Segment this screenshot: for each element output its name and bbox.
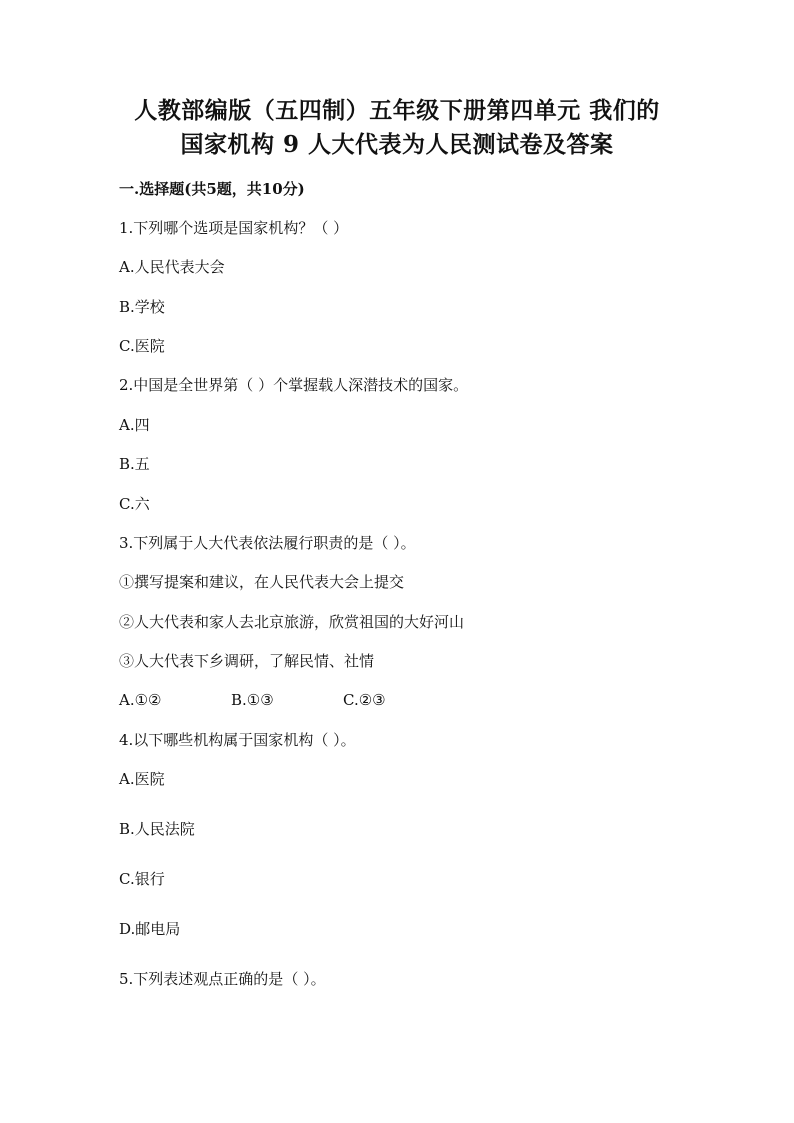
question-3-option-b: B.①③ xyxy=(231,691,274,709)
question-1-option-c: C.医院 xyxy=(119,337,165,355)
question-4-stem: 4.以下哪些机构属于国家机构（ ）。 xyxy=(119,731,356,749)
question-1-stem: 1.下列哪个选项是国家机构？（ ） xyxy=(119,219,349,237)
question-2-option-b: B.五 xyxy=(119,455,150,473)
question-3-statement-3: ③人大代表下乡调研，了解民情、社情 xyxy=(119,652,375,670)
question-1-option-b: B.学校 xyxy=(119,298,165,316)
question-3-option-a: A.①② xyxy=(119,691,162,709)
question-3-option-c: C.②③ xyxy=(343,691,386,709)
question-4-option-a: A.医院 xyxy=(119,770,165,788)
question-3-stem: 3.下列属于人大代表依法履行职责的是（ ）。 xyxy=(119,534,416,552)
question-3-statement-2: ②人大代表和家人去北京旅游，欣赏祖国的大好河山 xyxy=(119,613,465,631)
question-3-options-row xyxy=(119,689,386,711)
section-heading: 一.选择题(共5题，共10分) xyxy=(119,180,305,198)
document-title-line-2: 国家机构 9 人大代表为人民测试卷及答案 xyxy=(180,131,614,158)
question-3-statement-1: ①撰写提案和建议，在人民代表大会上提交 xyxy=(119,573,405,591)
question-2-option-c: C.六 xyxy=(119,495,150,513)
question-2-option-a: A.四 xyxy=(119,416,150,434)
question-2-stem: 2.中国是全世界第（ ）个掌握载人深潜技术的国家。 xyxy=(119,376,469,394)
question-1-option-a: A.人民代表大会 xyxy=(119,258,225,276)
document-title-line-1: 人教部编版（五四制）五年级下册第四单元 我们的 xyxy=(134,97,660,124)
question-4-option-b: B.人民法院 xyxy=(119,820,195,838)
question-4-option-d: D.邮电局 xyxy=(119,920,181,938)
question-5-stem: 5.下列表述观点正确的是（ ）。 xyxy=(119,970,326,988)
question-4-option-c: C.银行 xyxy=(119,870,165,888)
